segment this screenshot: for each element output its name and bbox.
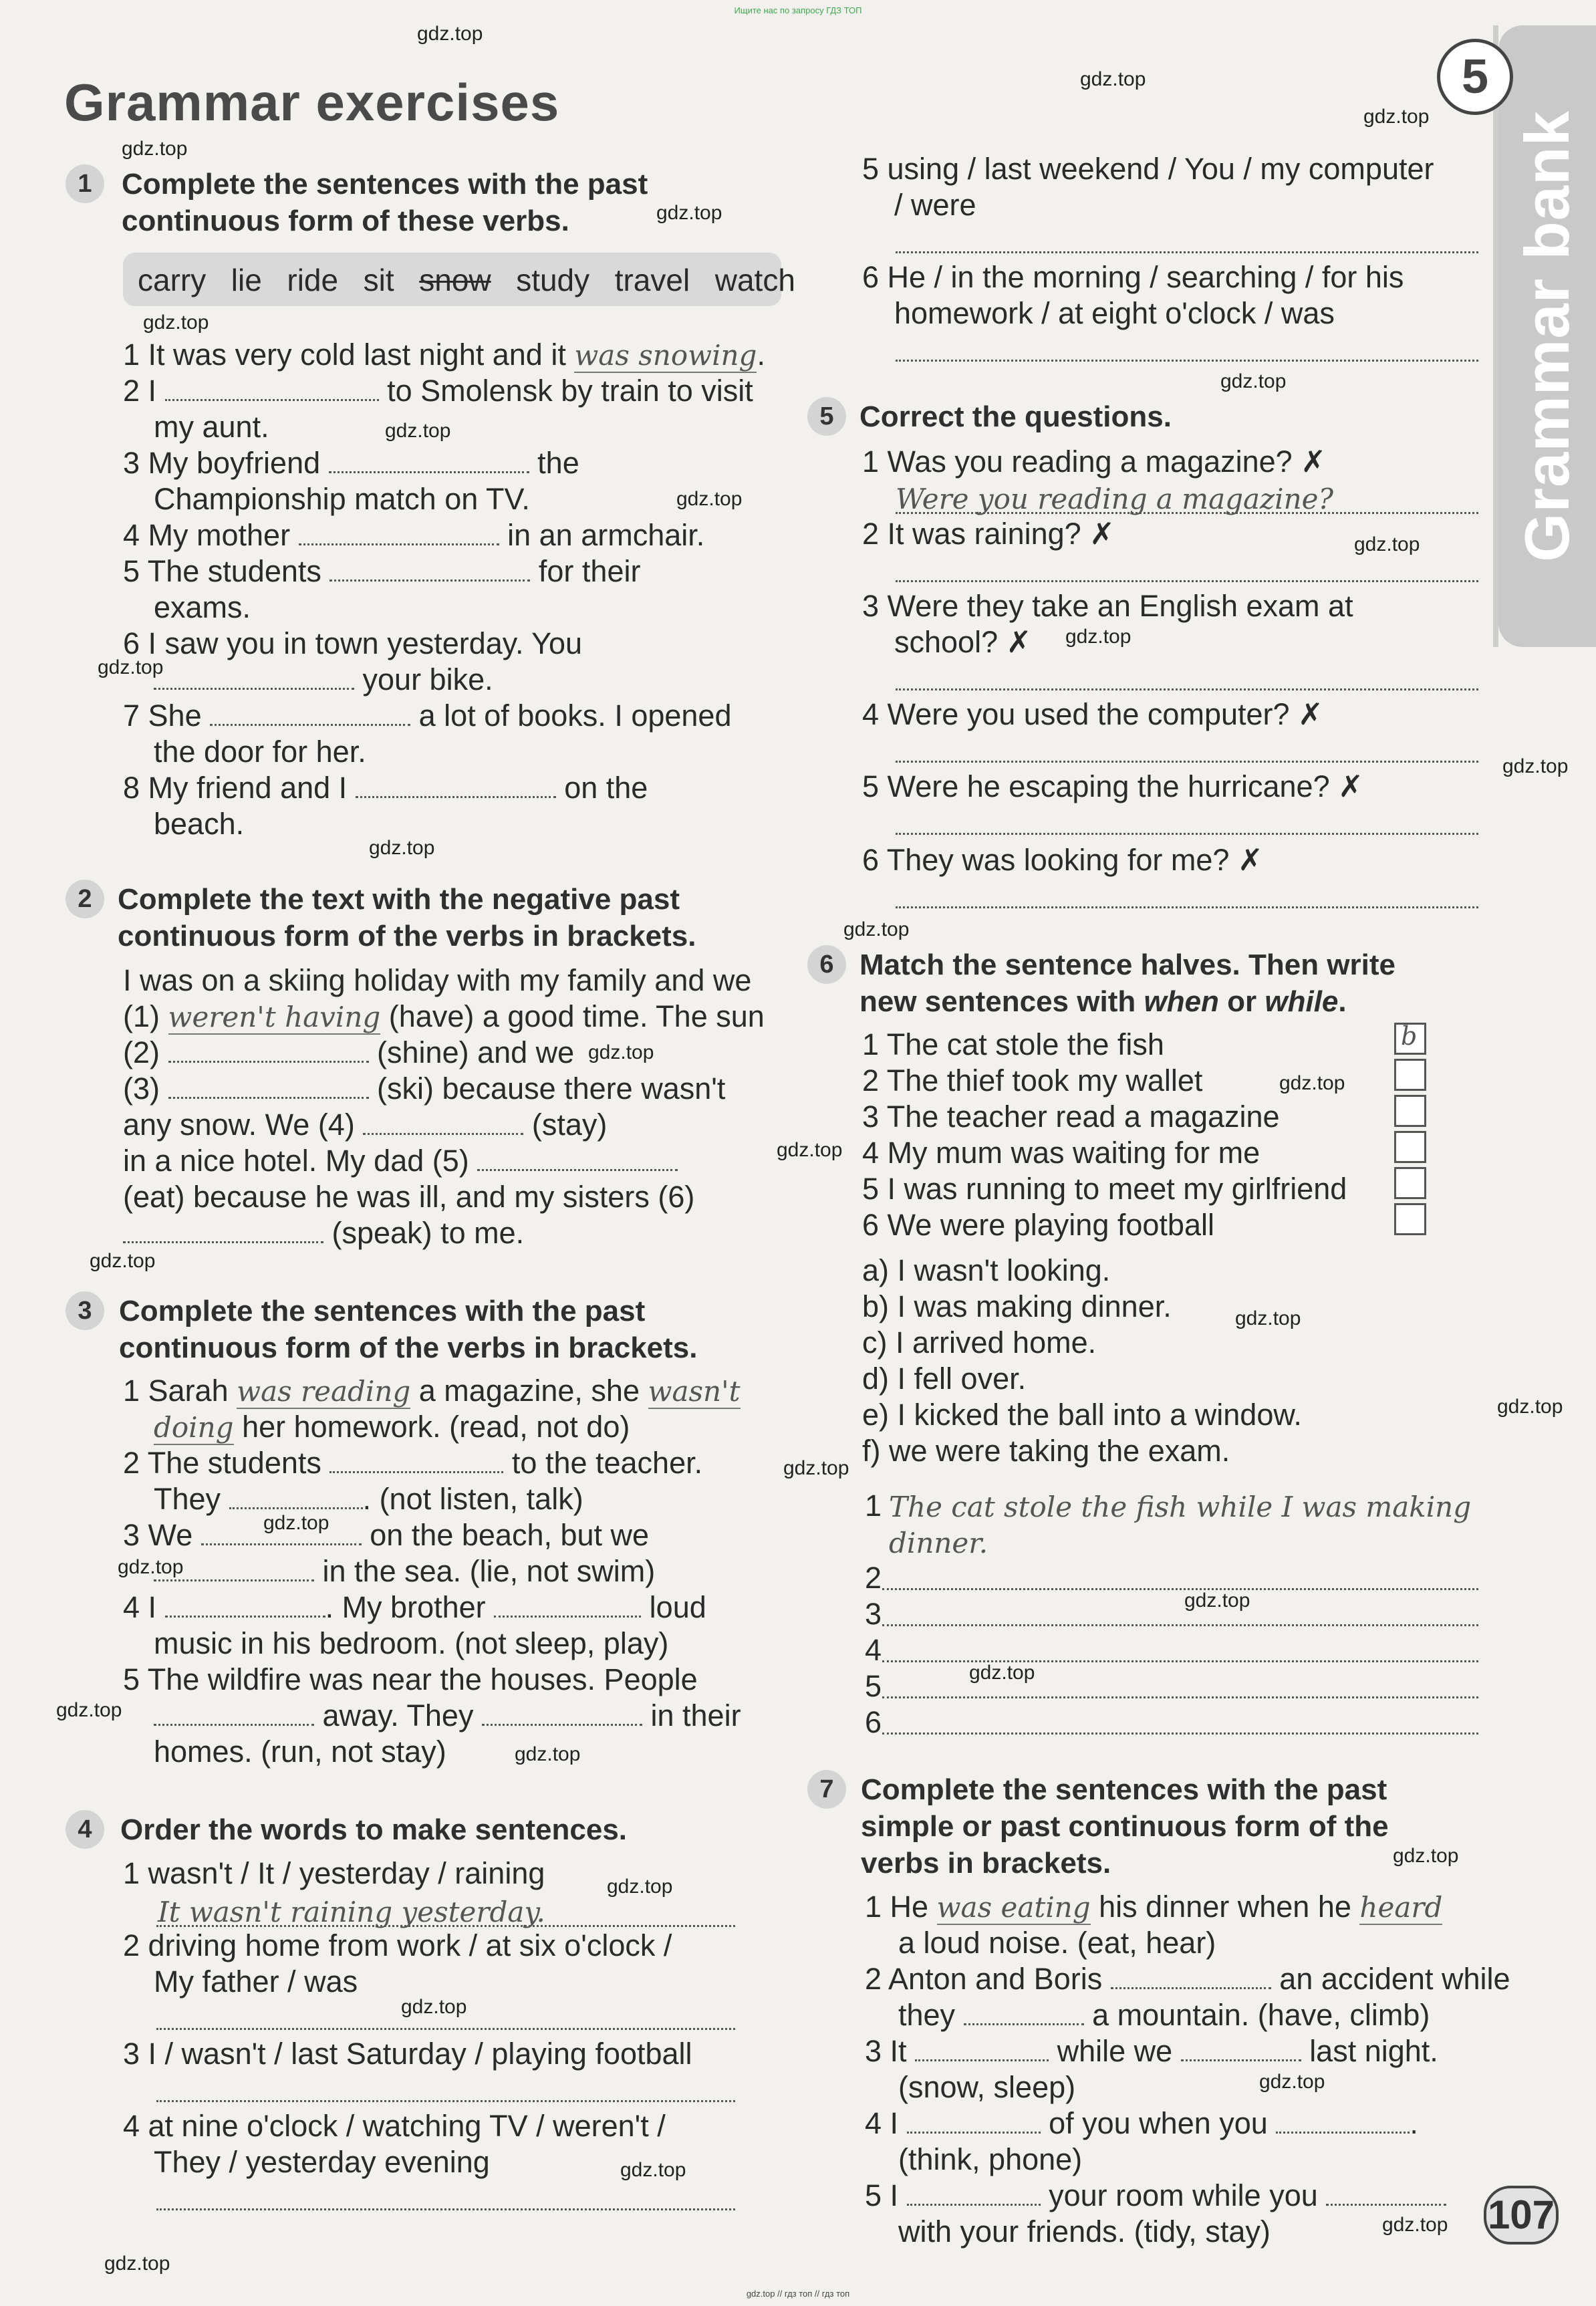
ex5-item-3: 3 Were they take an English exam at	[862, 589, 1353, 623]
ex4-item-4: 4 at nine o'clock / watching TV / weren't /	[123, 2109, 666, 2143]
text: they	[898, 1998, 956, 2032]
ex7-sentence-1-cont: a loud noise. (eat, hear)	[898, 1926, 1216, 1960]
ex2-line-3	[123, 1035, 574, 1071]
text: 5 The students	[123, 554, 321, 588]
unit-number: 5	[1437, 39, 1513, 115]
handwritten-answer: dinner.	[889, 1527, 988, 1559]
word: carry	[138, 263, 207, 297]
text: 2 The students	[123, 1446, 321, 1480]
ex1-sentence-2-cont: my aunt.	[154, 410, 269, 444]
bottom-note: gdz.top // гдз топ // гдз топ	[746, 2289, 850, 2299]
text: .	[1410, 2106, 1418, 2140]
watermark: gdz.top	[1080, 68, 1146, 90]
text: loud	[649, 1590, 706, 1624]
ex5-item-4: 4 Were you used the computer? ✗	[862, 697, 1323, 731]
ex3-sentence-1-cont	[154, 1409, 630, 1446]
text: the	[537, 446, 579, 480]
text: on the beach, but we	[370, 1518, 650, 1552]
handwritten-answer: doing	[154, 1411, 234, 1444]
ex6-half-1: 1 The cat stole the fish	[862, 1027, 1164, 1061]
text: an accident while	[1279, 1962, 1510, 1996]
ex6-write-3: 3	[865, 1597, 882, 1631]
ex4-item-5-cont: / were	[894, 188, 976, 222]
word: watch	[714, 263, 795, 297]
answer-blank[interactable]	[229, 1507, 363, 1509]
answer-blank[interactable]	[964, 2023, 1084, 2025]
text: 3 My boyfriend	[123, 446, 321, 480]
answer-blank[interactable]	[363, 1133, 523, 1135]
watermark: gdz.top	[104, 2253, 170, 2275]
text: her homework. (read, not do)	[242, 1410, 630, 1444]
exercise-1-title	[122, 166, 648, 239]
answer-line[interactable]	[896, 906, 1478, 908]
answer-line[interactable]	[882, 1660, 1478, 1662]
text: . My brother	[325, 1590, 486, 1624]
ex2-line-2	[123, 999, 765, 1035]
text: . (not listen, talk)	[362, 1482, 583, 1516]
text: a mountain. (have, climb)	[1092, 1998, 1430, 2032]
ex4-item-4-cont: They / yesterday evening	[154, 2145, 490, 2179]
ex5-item-6: 6 They was looking for me? ✗	[862, 843, 1263, 877]
watermark: gdz.top	[385, 420, 451, 442]
answer-blank[interactable]	[123, 1241, 323, 1243]
answer-line[interactable]	[896, 512, 1478, 514]
handwritten-answer: weren't having	[168, 1001, 381, 1033]
answer-line[interactable]	[882, 1624, 1478, 1626]
ex3-sentence-1	[123, 1373, 741, 1410]
exercise-2-number: 2	[65, 880, 104, 918]
ex2-line-6	[123, 1143, 678, 1179]
text: 4 I	[123, 1590, 157, 1624]
text: while	[1265, 985, 1339, 1018]
handwritten-answer: wasn't	[648, 1375, 741, 1408]
text: in an armchair.	[507, 518, 705, 552]
text: 1 He	[865, 1890, 929, 1924]
watermark: gdz.top	[1184, 1589, 1250, 1612]
text: (have) a good time. The sun	[388, 999, 765, 1033]
ex5-item-3-cont: school? ✗	[894, 625, 1032, 659]
ex6-half-4: 4 My mum was waiting for me	[862, 1136, 1260, 1170]
ex3-sentence-2	[123, 1445, 702, 1481]
answer-line[interactable]	[896, 761, 1478, 763]
watermark: gdz.top	[777, 1139, 843, 1161]
answer-blank[interactable]	[201, 1543, 362, 1545]
text: 5 I	[865, 2178, 899, 2212]
watermark: gdz.top	[676, 488, 743, 510]
answer-blank[interactable]	[154, 1579, 314, 1581]
watermark: gdz.top	[1235, 1307, 1301, 1329]
text: (3)	[123, 1071, 160, 1106]
text: 2 Anton and Boris	[865, 1962, 1103, 1996]
handwritten-answer: Were you reading a magazine?	[896, 483, 1334, 515]
ex1-sentence-3	[123, 445, 579, 481]
text: (stay)	[531, 1108, 608, 1142]
watermark: gdz.top	[515, 1743, 581, 1765]
exercise-4-title: Order the words to make sentences.	[120, 1813, 628, 1846]
exercise-3-title-line: Complete the sentences with the past	[119, 1295, 646, 1327]
word: study	[516, 263, 590, 297]
answer-blank[interactable]	[165, 399, 379, 401]
ex1-sentence-5	[123, 553, 640, 590]
ex4-item-6: 6 He / in the morning / searching / for his	[862, 260, 1404, 294]
exercise-3-number: 3	[65, 1291, 104, 1330]
text: (1)	[123, 999, 160, 1033]
ex1-sentence-3-cont: Championship match on TV.	[154, 482, 530, 516]
ex5-item-1: 1 Was you reading a magazine? ✗	[862, 444, 1326, 479]
answer-blank[interactable]	[907, 2204, 1041, 2206]
ex6-ending-b: b) I was making dinner.	[862, 1289, 1172, 1323]
answer-blank[interactable]	[356, 796, 556, 798]
ex7-sentence-4-cont: (think, phone)	[898, 2142, 1083, 2176]
match-box[interactable]	[1394, 1167, 1426, 1199]
word: travel	[614, 263, 690, 297]
text: in a nice hotel. My dad (5)	[123, 1144, 469, 1178]
ex7-sentence-2	[865, 1961, 1510, 1997]
watermark: gdz.top	[122, 138, 188, 160]
ex1-sentence-6-cont	[154, 662, 493, 698]
ex2-line-5	[123, 1107, 607, 1143]
answer-line[interactable]	[896, 833, 1478, 835]
word-box-words	[138, 262, 795, 298]
exercise-1-title-line: continuous form of these verbs.	[122, 205, 569, 237]
watermark: gdz.top	[1220, 370, 1287, 392]
text: or	[1218, 985, 1265, 1018]
ex3-sentence-3-cont	[154, 1553, 655, 1589]
exercise-6-title	[859, 946, 1395, 1020]
handwritten-answer: It wasn't raining yesterday.	[158, 1896, 545, 1928]
text: a lot of books. I opened	[418, 698, 732, 733]
text: in their	[650, 1698, 741, 1733]
answer-blank[interactable]	[1276, 2132, 1410, 2134]
ex4-item-6-cont: homework / at eight o'clock / was	[894, 296, 1335, 330]
exercise-4-number: 4	[65, 1810, 104, 1849]
ex6-half-5: 5 I was running to meet my girlfriend	[862, 1172, 1347, 1206]
word: lie	[231, 263, 262, 297]
watermark: gdz.top	[588, 1041, 654, 1063]
ex6-half-6: 6 We were playing football	[862, 1208, 1214, 1242]
text: on the	[564, 771, 648, 805]
text: .	[1338, 985, 1347, 1018]
ex6-ending-c: c) I arrived home.	[862, 1325, 1097, 1360]
ex1-sentence-6: 6 I saw you in town yesterday. You	[123, 626, 583, 660]
answer-blank[interactable]	[329, 471, 529, 473]
answer-line[interactable]	[156, 2208, 735, 2210]
exercise-2-title-line: Complete the text with the negative past	[118, 883, 680, 916]
text: away. They	[322, 1698, 474, 1733]
text: 8 My friend and I	[123, 771, 348, 805]
watermark: gdz.top	[1259, 2071, 1325, 2093]
ex6-write-5: 5	[865, 1669, 882, 1703]
ex6-half-3: 3 The teacher read a magazine	[862, 1100, 1280, 1134]
ex2-line-1: I was on a skiing holiday with my family and we	[123, 963, 752, 997]
watermark: gdz.top	[969, 1662, 1035, 1684]
answer-blank[interactable]	[154, 688, 354, 690]
answer-blank[interactable]	[210, 724, 410, 726]
text: (speak) to me.	[331, 1216, 525, 1250]
text: (2)	[123, 1035, 160, 1069]
exercise-5-title: Correct the questions.	[859, 400, 1172, 433]
ex2-line-8	[123, 1215, 524, 1251]
text: They	[154, 1482, 221, 1516]
watermark: gdz.top	[98, 656, 164, 678]
exercise-1-title-line: Complete the sentences with the past	[122, 168, 648, 201]
exercise-7-title	[861, 1771, 1389, 1882]
exercise-7-title-line: verbs in brackets.	[861, 1847, 1111, 1880]
text: 3 It	[865, 2034, 907, 2068]
answer-line[interactable]	[156, 1925, 735, 1927]
word-crossed-out: snow	[419, 263, 491, 297]
answer-blank[interactable]	[1181, 2059, 1301, 2061]
ex2-line-7: (eat) because he was ill, and my sisters (6)	[123, 1180, 695, 1214]
answer-blank[interactable]	[477, 1169, 678, 1171]
answer-line[interactable]	[896, 251, 1478, 253]
text: (shine) and we	[377, 1035, 575, 1069]
ex1-sentence-1	[123, 337, 765, 374]
watermark: gdz.top	[656, 202, 722, 224]
text: (ski) because there wasn't	[377, 1071, 726, 1106]
ex3-sentence-4-cont: music in his bedroom. (not sleep, play)	[154, 1626, 669, 1660]
ex6-ending-a: a) I wasn't looking.	[862, 1253, 1111, 1287]
text: your room while you	[1049, 2178, 1318, 2212]
word: sit	[363, 263, 394, 297]
text: 7 She	[123, 698, 202, 733]
ex7-sentence-4	[865, 2105, 1418, 2142]
exercise-2-title	[118, 881, 696, 954]
watermark: gdz.top	[118, 1556, 184, 1578]
exercise-7-title-line: Complete the sentences with the past	[861, 1773, 1387, 1806]
watermark: gdz.top	[783, 1457, 849, 1479]
watermark: gdz.top	[417, 23, 483, 45]
ex5-item-5: 5 Were he escaping the hurricane? ✗	[862, 769, 1363, 803]
exercise-3-title-line: continuous form of the verbs in brackets.	[119, 1331, 698, 1364]
exercise-6-title-line: Match the sentence halves. Then write	[859, 948, 1396, 981]
ex3-sentence-3	[123, 1517, 649, 1553]
answer-blank[interactable]	[165, 1616, 325, 1618]
ex3-sentence-5-cont	[154, 1698, 741, 1734]
text: any snow. We (4)	[123, 1108, 355, 1142]
answer-line[interactable]	[156, 2028, 735, 2030]
answer-blank[interactable]	[168, 1061, 369, 1063]
text: of you when you	[1049, 2106, 1268, 2140]
ex4-item-5: 5 using / last weekend / You / my computer	[862, 152, 1434, 186]
match-box[interactable]	[1394, 1131, 1426, 1163]
exercise-6-number: 6	[807, 945, 846, 984]
ex5-item-2: 2 It was raining? ✗	[862, 517, 1115, 551]
ex4-item-2-cont: My father / was	[154, 1964, 358, 1999]
ex3-sentence-4	[123, 1589, 706, 1626]
ex7-sentence-2-cont	[898, 1997, 1430, 2033]
watermark: gdz.top	[607, 1876, 673, 1898]
watermark: gdz.top	[1382, 2214, 1448, 2236]
text: 2 I	[123, 374, 157, 408]
watermark: gdz.top	[1393, 1845, 1459, 1867]
exercise-6-title-line	[859, 983, 1395, 1020]
ex1-sentence-5-cont: exams.	[154, 590, 251, 624]
ex6-write-6: 6	[865, 1705, 882, 1739]
page-title: Grammar exercises	[64, 73, 560, 132]
handwritten-answer: was snowing	[574, 339, 757, 372]
grammar-bank-tab	[1498, 25, 1596, 647]
exercise-1-number: 1	[65, 164, 104, 203]
answer-blank[interactable]	[482, 1724, 642, 1726]
ex7-sentence-5-cont: with your friends. (tidy, stay)	[898, 2214, 1271, 2249]
watermark: gdz.top	[620, 2159, 686, 2181]
match-box[interactable]	[1394, 1095, 1426, 1127]
watermark: gdz.top	[90, 1250, 156, 1272]
match-box[interactable]	[1394, 1059, 1426, 1091]
ex4-item-1: 1 wasn't / It / yesterday / raining	[123, 1856, 545, 1890]
page-number: 107	[1484, 2186, 1559, 2245]
answer-line[interactable]	[882, 1588, 1478, 1590]
text: to Smolensk by train to visit	[387, 374, 753, 408]
watermark: gdz.top	[843, 918, 910, 940]
exercise-2-title-line: continuous form of the verbs in brackets.	[118, 920, 696, 952]
ex7-sentence-3-cont: (snow, sleep)	[898, 2070, 1076, 2104]
ex7-sentence-3	[865, 2033, 1438, 2069]
answer-blank[interactable]	[154, 1724, 314, 1726]
ex6-ending-d: d) I fell over.	[862, 1362, 1027, 1396]
text: last night.	[1309, 2034, 1438, 2068]
handwritten-answer: The cat stole the fish while I was making	[889, 1491, 1472, 1523]
side-tab-label: Grammar bank	[1512, 110, 1583, 562]
ex2-line-4	[123, 1071, 725, 1107]
text: 1 Sarah	[123, 1374, 229, 1408]
watermark: gdz.top	[369, 837, 435, 859]
answer-blank[interactable]	[494, 1616, 641, 1618]
handwritten-answer: was reading	[237, 1375, 411, 1408]
watermark: gdz.top	[263, 1512, 329, 1534]
watermark: gdz.top	[1497, 1396, 1563, 1418]
exercise-7-number: 7	[807, 1770, 846, 1809]
answer-line[interactable]	[156, 2100, 735, 2102]
ex1-sentence-4	[123, 517, 704, 553]
ex1-sentence-7	[123, 698, 731, 734]
ex6-ending-f: f) we were taking the exam.	[862, 1434, 1230, 1468]
watermark: gdz.top	[401, 1996, 467, 2018]
ex1-sentence-2	[123, 373, 753, 409]
match-box[interactable]	[1394, 1203, 1426, 1235]
exercise-5-number: 5	[807, 397, 846, 436]
text: 3 We	[123, 1518, 193, 1552]
answer-blank[interactable]	[907, 2132, 1041, 2134]
exercise-3-title	[119, 1293, 697, 1366]
text: when	[1144, 985, 1219, 1018]
handwritten-answer: heard	[1359, 1891, 1443, 1924]
exercise-7-title-line: simple or past continuous form of the	[861, 1810, 1389, 1843]
answer-blank[interactable]	[168, 1097, 369, 1099]
text: while we	[1057, 2034, 1173, 2068]
answer-line[interactable]	[896, 688, 1478, 690]
text: 1 It was very cold last night and it	[123, 338, 566, 372]
text: his dinner when he	[1099, 1890, 1351, 1924]
answer-blank[interactable]	[1111, 1987, 1271, 1989]
watermark: gdz.top	[1354, 533, 1420, 555]
ex3-sentence-5: 5 The wildfire was near the houses. People	[123, 1662, 698, 1696]
ex3-sentence-5-end: homes. (run, not stay)	[154, 1735, 446, 1769]
top-note: Ищите нас по запросу ГДЗ ТОП	[734, 5, 862, 15]
watermark: gdz.top	[1279, 1072, 1345, 1094]
text: a magazine, she	[418, 1374, 640, 1408]
match-answer: b	[1401, 1021, 1418, 1051]
text: .	[757, 338, 765, 372]
ex6-write-1: 1	[865, 1489, 882, 1523]
answer-line[interactable]	[896, 580, 1478, 582]
ex6-half-2: 2 The thief took my wallet	[862, 1063, 1203, 1098]
answer-blank[interactable]	[1326, 2204, 1446, 2206]
ex3-sentence-2-cont	[154, 1481, 583, 1517]
text: to the teacher.	[511, 1446, 703, 1480]
answer-blank[interactable]	[299, 543, 499, 545]
text: your bike.	[362, 662, 493, 696]
answer-blank[interactable]	[915, 2059, 1049, 2061]
text: in the sea. (lie, not swim)	[322, 1554, 656, 1588]
handwritten-answer: was eating	[936, 1891, 1091, 1924]
watermark: gdz.top	[56, 1699, 122, 1721]
answer-blank[interactable]	[329, 580, 530, 582]
text: 4 My mother	[123, 518, 291, 552]
ex1-sentence-8-cont: beach.	[154, 807, 245, 841]
ex4-item-2: 2 driving home from work / at six o'clock /	[123, 1928, 672, 1962]
text: 4 I	[865, 2106, 899, 2140]
ex6-ending-e: e) I kicked the ball into a window.	[862, 1398, 1302, 1432]
ex7-sentence-1	[865, 1889, 1442, 1926]
answer-line[interactable]	[896, 360, 1478, 362]
text: new sentences with	[859, 985, 1144, 1018]
answer-line[interactable]	[882, 1696, 1478, 1698]
watermark: gdz.top	[143, 311, 209, 334]
ex6-write-2: 2	[865, 1561, 882, 1595]
ex1-sentence-7-cont: the door for her.	[154, 735, 366, 769]
answer-line[interactable]	[882, 1733, 1478, 1735]
text: for their	[538, 554, 641, 588]
watermark: gdz.top	[1502, 755, 1569, 777]
ex6-write-4: 4	[865, 1633, 882, 1667]
watermark: gdz.top	[1065, 626, 1132, 648]
side-tab-shadow	[1493, 25, 1498, 647]
answer-blank[interactable]	[329, 1471, 503, 1473]
watermark: gdz.top	[1363, 106, 1430, 128]
word: ride	[287, 263, 339, 297]
ex4-item-3: 3 I / wasn't / last Saturday / playing football	[123, 2037, 692, 2071]
ex7-sentence-5	[865, 2178, 1446, 2214]
ex1-sentence-8	[123, 770, 648, 806]
